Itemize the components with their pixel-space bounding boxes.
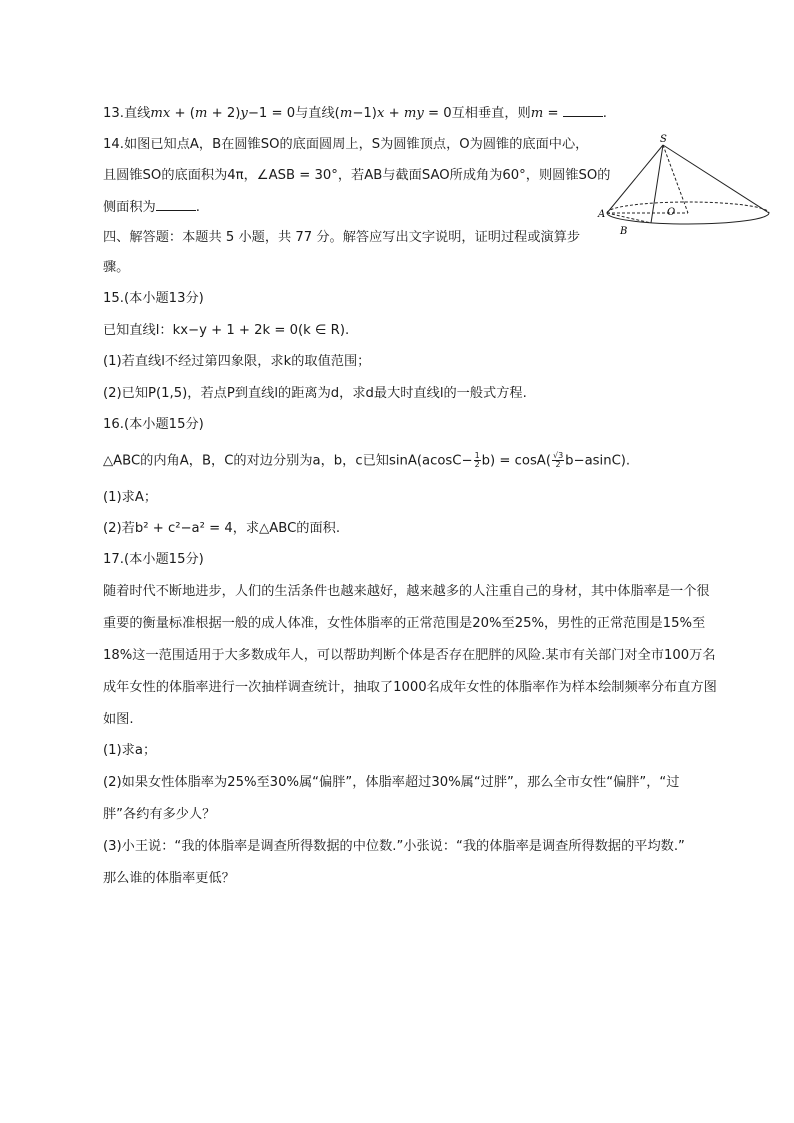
q17-part-2: (2)如果女性体脂率为25%至30%属“偏胖”，体脂率超过30%属“过胖”，那么全市女性“偏胖”，“过 (103, 775, 680, 790)
q14-line-1: 14.如图已知点A，B在圆锥SO的底面圆周上，S为圆锥顶点，O为圆锥的底面中心， (103, 137, 589, 152)
q13-number: 13. (103, 106, 124, 121)
q16-heading: 16.(本小题15分) (103, 417, 204, 432)
q15-part-2: (2)已知P(1,5)，若点P到直线l的距离为d，求d最大时直线l的一般式方程. (103, 386, 527, 401)
section-4-heading: 四、解答题：本题共 5 小题，共 77 分。解答应写出文字说明，证明过程或演算步 (103, 230, 581, 245)
label-a: A (598, 209, 606, 220)
cone-figure (595, 133, 780, 238)
q17-part-3: (3)小王说：“我的体脂率是调查所得数据的中位数.”小张说：“我的体脂率是调查所得数据的平均数.” (103, 839, 685, 854)
q15-part-1: (1)若直线l不经过第四象限，求k的取值范围； (103, 354, 371, 369)
q15-heading: 15.(本小题13分) (103, 291, 204, 306)
fraction-half: $\frac{1}{2}$ (474, 451, 480, 469)
q17-part-1: (1)求a； (103, 743, 157, 758)
q14-answer-blank[interactable] (156, 198, 196, 211)
q17-para-line: 如图. (103, 712, 134, 727)
q17-para-line: 成年女性的体脂率进行一次抽样调查统计，抽取了1000名成年女性的体脂率作为样本绘制频率分布直方图 (103, 680, 717, 695)
q13-answer-blank[interactable] (563, 104, 603, 117)
q17-para-line: 随着时代不断地进步，人们的生活条件也越来越好，越来越多的人注重自己的身材，其中体脂率是一个很 (103, 584, 710, 599)
q16-part-2: (2)若b² + c²−a² = 4，求△ABC的面积. (103, 521, 341, 536)
fraction-root3-half: $\frac{√3}{2}$ (552, 451, 564, 469)
cone-base-back (607, 202, 769, 213)
q16-part-1: (1)求A； (103, 490, 158, 505)
q14-line-3: 侧面积为 . (103, 200, 200, 215)
q17-para-line: 18%这一范围适用于大多数成年人，可以帮助判断个体是否存在肥胖的风险.某市有关部门对全市100万名 (103, 648, 716, 663)
label-s: S (660, 134, 667, 145)
q15-stem: 已知直线l：kx−y + 1 + 2k = 0(k ∈ R). (103, 323, 350, 338)
q17-part-3-cont: 那么谁的体脂率更低？ (103, 871, 235, 886)
cone-base-front (607, 213, 769, 224)
q16-stem: △ABC的内角A，B，C的对边分别为a，b，c已知sinA(acosC− $\frac{1}{2}$ b) = cosA( $\frac{√3}{2}$ b−asinC). (103, 451, 631, 469)
cone-chord-ab (607, 213, 651, 223)
q14-line-2: 且圆锥SO的底面积为4π，∠ASB = 30°，若AB与截面SAO所成角为60°，则圆锥SO的 (103, 168, 611, 183)
section-4-heading-cont: 骤。 (103, 260, 130, 275)
q13-line: 13.直线mx + (m + 2)y−1 = 0与直线(m−1)x + my = 0互相垂直，则m = . (103, 106, 607, 121)
q17-heading: 17.(本小题15分) (103, 552, 204, 567)
label-o: O (667, 207, 676, 218)
q17-part-2-cont: 胖”各约有多少人？ (103, 807, 216, 822)
q17-para-line: 重要的衡量标准根据一般的成人体准，女性体脂率的正常范围是20%至25%，男性的正常范围是15%至 (103, 616, 706, 631)
label-b: B (620, 226, 628, 237)
